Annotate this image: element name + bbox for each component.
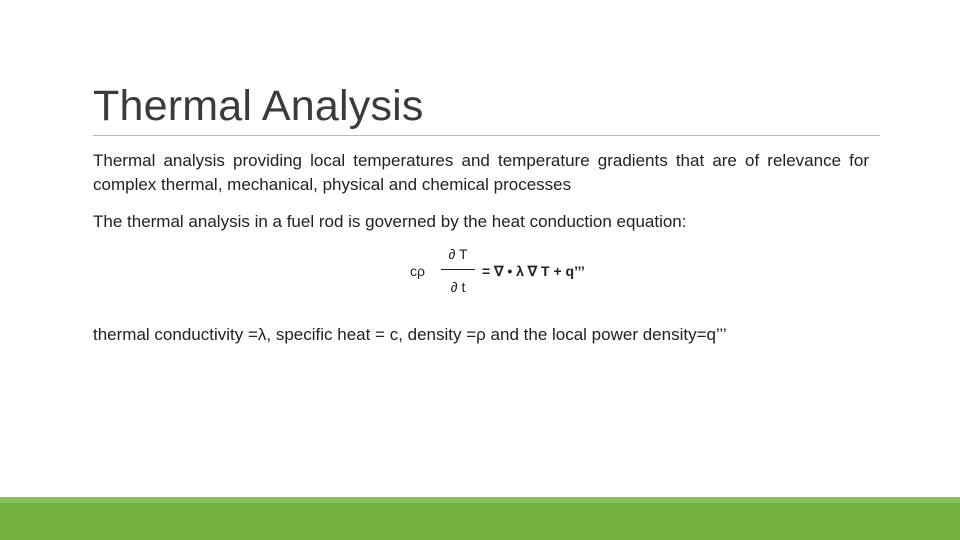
equation-intro-paragraph: The thermal analysis in a fuel rod is governed by the heat conduction equation:	[93, 212, 687, 231]
title-divider	[93, 135, 880, 136]
equation-rhs: = ∇ • λ ∇ T + q’’’	[482, 263, 585, 279]
fraction-bar	[441, 269, 475, 270]
equation-numerator: ∂ T	[448, 246, 468, 262]
intro-paragraph: Thermal analysis providing local temperatures and temperature gradients that are of relevance for complex thermal, mechanical, physical and chemical processes	[93, 151, 869, 194]
equation-denominator: ∂ t	[450, 279, 466, 295]
variable-definitions-paragraph: thermal conductivity =λ, specific heat = c, density =ρ and the local power density=q’’’	[93, 325, 727, 344]
equation-lhs: cρ	[410, 263, 425, 279]
equation-fraction	[440, 243, 476, 298]
bottom-accent-band	[0, 497, 960, 540]
heat-conduction-equation	[410, 243, 630, 305]
slide-title: Thermal Analysis	[93, 82, 424, 130]
bottom-accent-highlight	[0, 497, 960, 503]
